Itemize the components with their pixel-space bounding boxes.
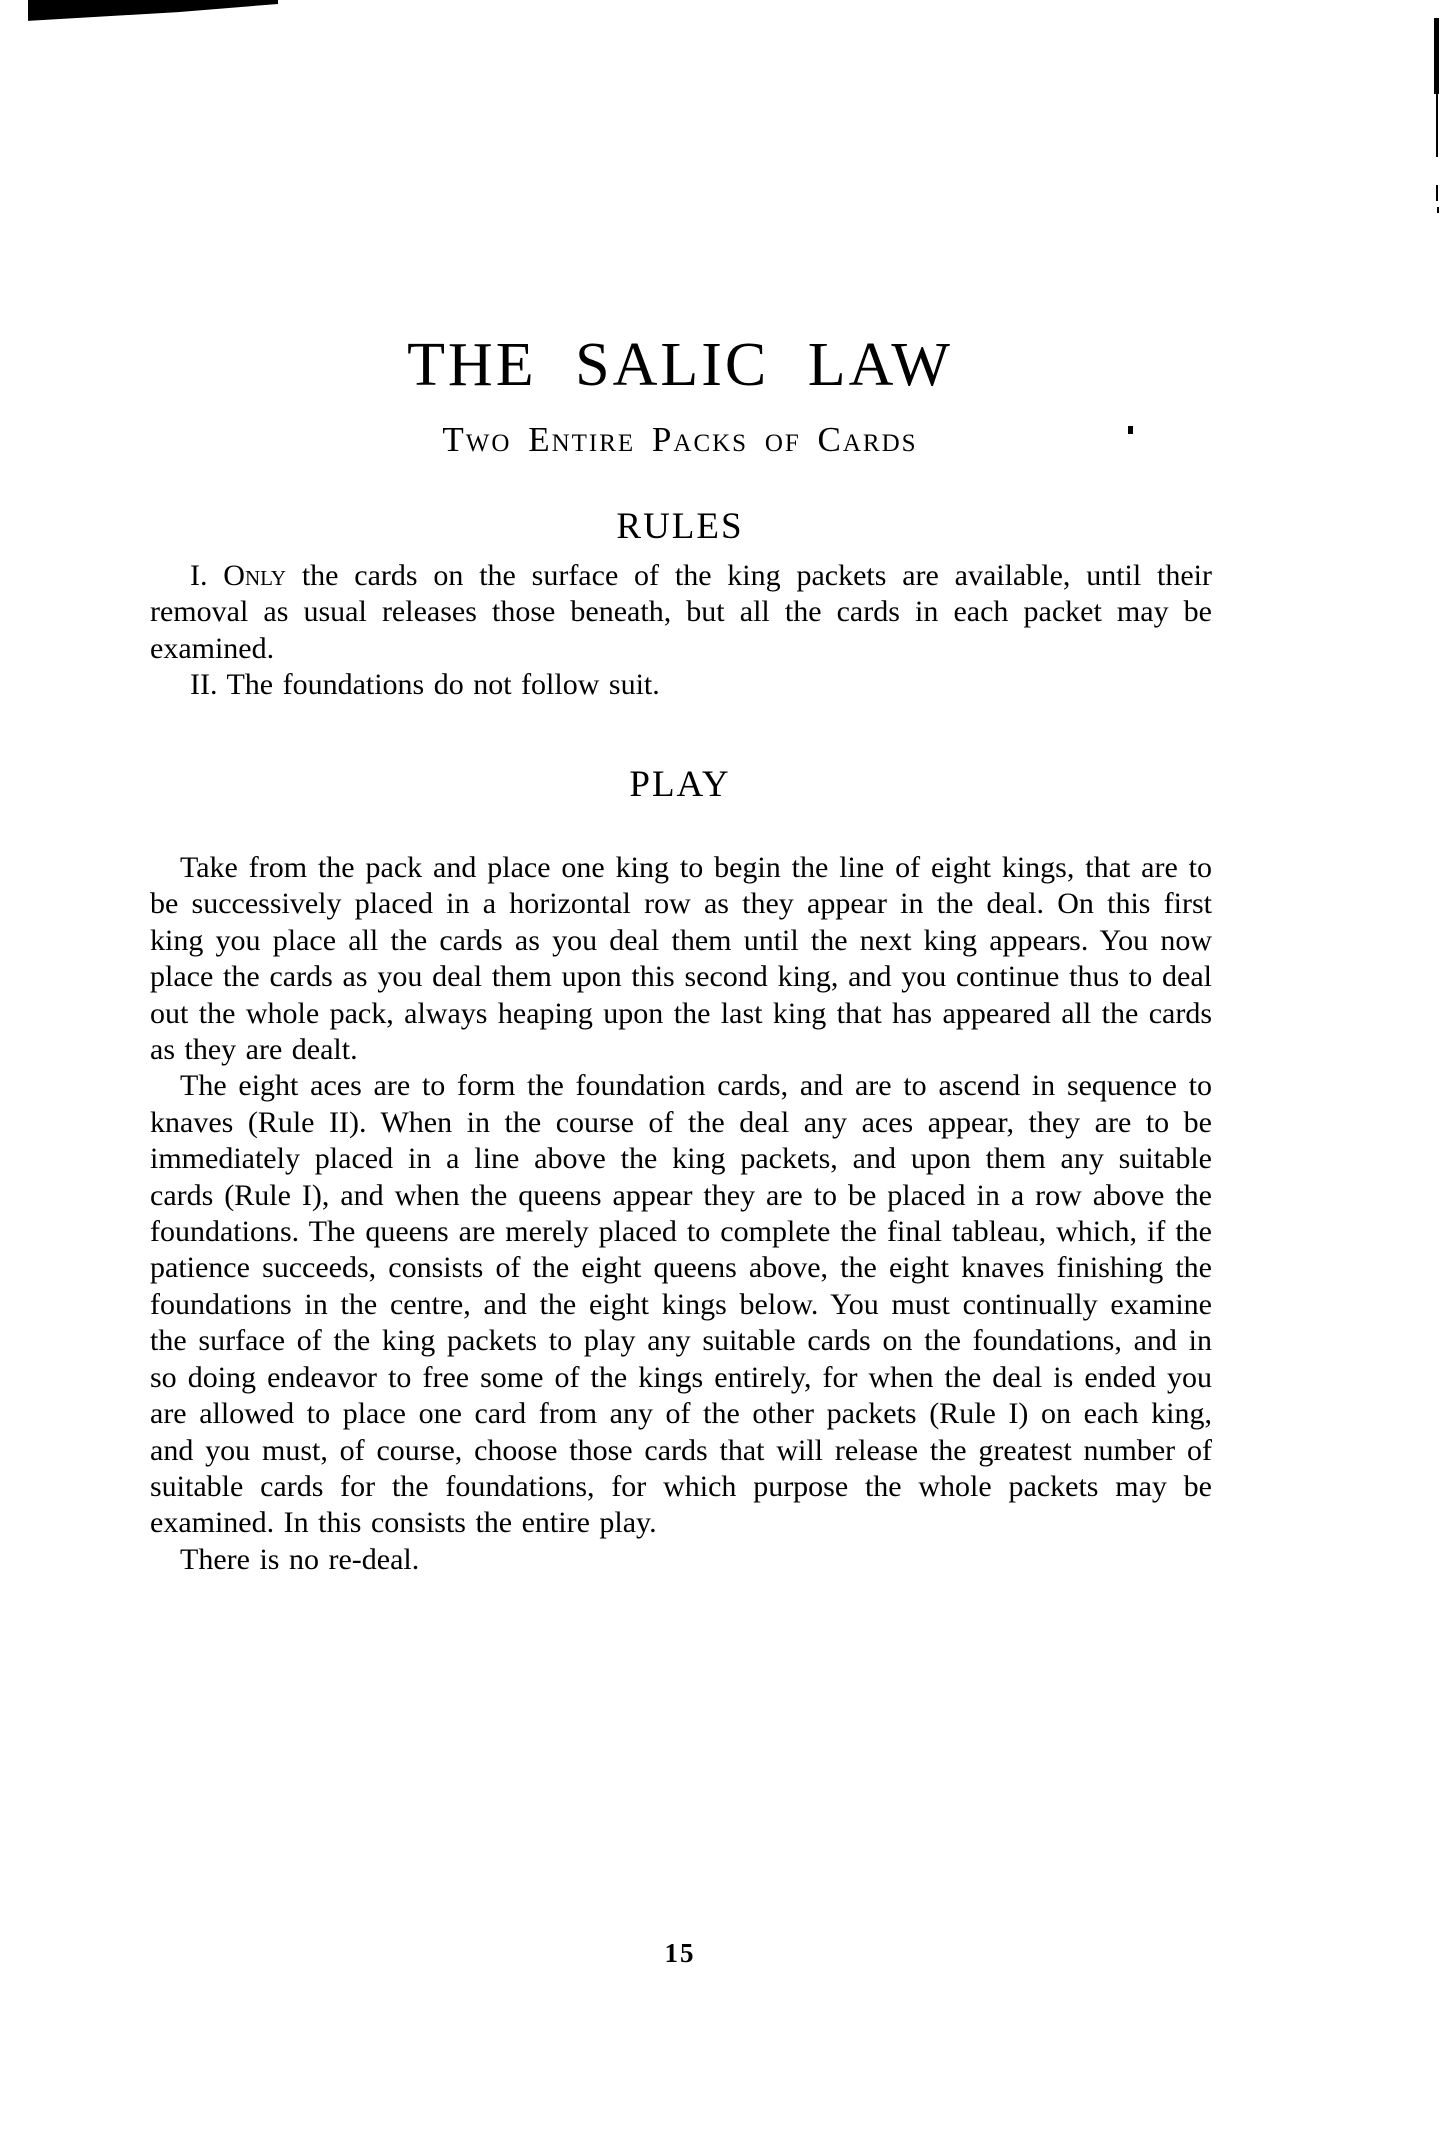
rule-1 — [150, 558, 1212, 667]
rules-section — [150, 558, 1212, 704]
rule-1-numeral: I. — [190, 559, 224, 592]
scan-artifact-edge-line — [1436, 94, 1438, 157]
page-number: 15 — [664, 1938, 696, 1968]
rules-heading: RULES — [616, 506, 744, 547]
subtitle: Two Entire Packs of Cards — [442, 420, 918, 459]
rule-1-text: the cards on the surface of the king packets are available, until their removal as usual releases those beneath, but all the cards in each packet may be examined. — [150, 559, 1212, 665]
play-paragraph-2: The eight aces are to form the foundation cards, and are to ascend in sequence to knaves (Rule II). When in the course of the deal any aces appear, they are to be immediately placed in a line above the king packets, and upon them any suitable cards (Rule I), and when the queens appear they are to be placed in a row above the foundations. The queens are merely placed to complete the final tableau, which, if the patience succeeds, consists of the eight queens above, the eight knaves finishing the foundations in the centre, and the eight kings below. You must continually examine the surface of the king packets to play any suitable cards on the foundations, and in so doing endeavor to free some of the kings entirely, for when the deal is ended you are allowed to place one card from any of the other packets (Rule I) on each king, and you must, of course, choose those cards that will release the greatest number of suitable cards for the foundations, for which purpose the whole packets may be examined. In this consists the entire play. — [150, 1069, 1212, 1540]
play-heading: PLAY — [629, 764, 731, 805]
page-title: THE SALIC LAW — [407, 331, 953, 399]
scan-artifact-edge-line — [1434, 18, 1439, 94]
scan-artifact-edge-line — [1437, 207, 1439, 213]
play-paragraph-1: Take from the pack and place one king to begin the line of eight kings, that are to be successively placed in a horizontal row as they appear in the deal. On this first king you place all the cards as you deal them until the next king appears. You now place the cards as you deal them upon this second king, and you continue thus to deal out the whole pack, always heaping upon the last king that has appeared all the cards as they are dealt. — [150, 851, 1212, 1067]
rule-2: II. The foundations do not follow suit. — [190, 668, 660, 702]
play-section — [150, 850, 1212, 1578]
scan-artifact-edge-line — [1436, 185, 1438, 201]
scan-artifact-wedge — [28, 0, 278, 22]
play-paragraph-3: There is no re-deal. — [180, 1542, 420, 1576]
rule-1-lead-word: Only — [223, 559, 287, 592]
